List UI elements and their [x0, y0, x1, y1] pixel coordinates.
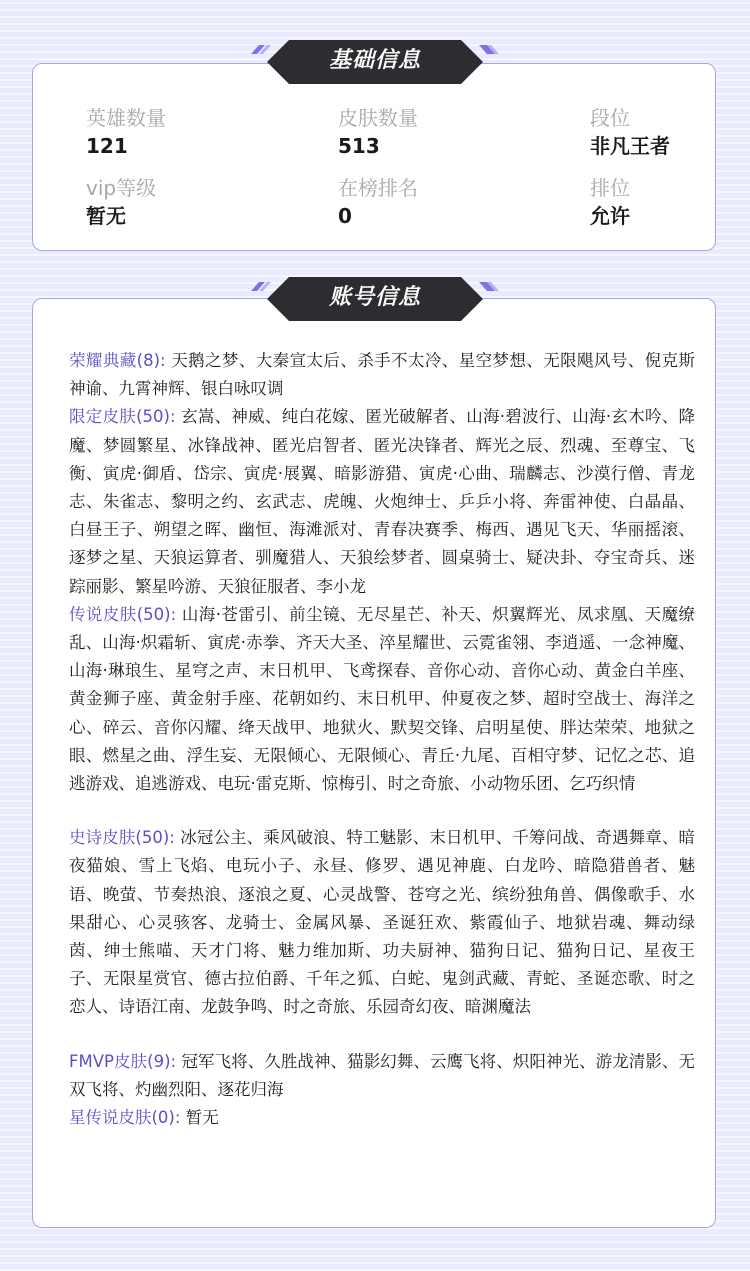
stat-label: 英雄数量: [86, 106, 166, 130]
stat-label: 排位: [590, 176, 630, 200]
skin-category-star-legend: [69, 1104, 695, 1132]
skin-category-items: 冰冠公主、乘风破浪、特工魅影、末日机甲、千筹问战、奇遇舞章、暗夜猫娘、雪上飞焰、电玩小子、永昼、修罗、遇见神鹿、白龙吟、暗隐猎兽者、魅语、晚萤、节奏热浪、逐浪之夏、心灵战警、苍穹之光、缤纷独角兽、偶像歌手、水果甜心、心灵骇客、龙骑士、金属风暴、圣诞狂欢、紫霞仙子、地狱岩魂、舞动绿茵、绅士熊喵、天才门将、魅力维加斯、功夫厨神、猫狗日记、猫狗日记、星夜王子、无限星赏官、德古拉伯爵、千年之狐、白蛇、鬼剑武藏、青蛇、圣诞恋歌、时之恋人、诗语江南、龙鼓争鸣、时之奇旅、乐园奇幻夜、暗渊魔法: [69, 828, 696, 1017]
skin-category-label: 荣耀典藏(8):: [69, 351, 166, 370]
stats-grid: [86, 104, 706, 230]
skin-category-label: FMVP皮肤(9):: [69, 1051, 177, 1071]
basic-info-card: [32, 63, 716, 251]
skin-category-label: 史诗皮肤(50):: [69, 828, 175, 848]
stat-leaderboard-rank: [338, 174, 590, 230]
skin-category-glory-collection: [69, 347, 695, 403]
section-title-basic: [245, 38, 505, 86]
stat-ranked-allowed: [590, 174, 706, 230]
skin-category-items: 冠军飞将、久胜战神、猫影幻舞、云鹰飞将、炽阳神光、游龙清影、无双飞将、灼幽烈阳、逐花归海: [69, 1051, 696, 1099]
skin-category-limited: [69, 403, 695, 600]
skin-category-items: 山海·苍雷引、前尘镜、无尽星芒、补天、炽翼辉光、凤求凰、天魔缭乱、山海·炽霜斩、寅虎·赤拳、齐天大圣、淬星耀世、云霓雀翎、李逍遥、一念神魔、山海·琳琅生、星穹之声、末日机甲、飞鸢探春、音你心动、音你心动、黄金白羊座、黄金狮子座、黄金射手座、花朝如约、末日机甲、仲夏夜之梦、超时空战士、海洋之心、碎云、音你闪耀、绛天战甲、地狱火、默契交锋、启明星使、胖达荣荣、地狱之眼、燃星之曲、浮生妄、无限倾心、无限倾心、青丘·九尾、百相守梦、记忆之芯、追逃游戏、追逃游戏、电玩·雷克斯、惊梅引、时之奇旅、小动物乐团、乞巧织情: [69, 604, 695, 794]
skin-category-legendary: [69, 601, 695, 798]
stat-value: 0: [338, 204, 352, 228]
section-title-text: 账号信息: [328, 285, 421, 310]
stat-hero-count: [86, 104, 338, 160]
section-title-text: 基础信息: [328, 48, 421, 73]
stat-label: 在榜排名: [338, 176, 418, 200]
stat-rank-tier: [590, 104, 706, 160]
skin-category-label: 传说皮肤(50):: [69, 604, 177, 624]
stat-value: 513: [338, 134, 380, 158]
stat-vip-level: [86, 174, 338, 230]
section-title-account: [245, 275, 505, 323]
skin-category-items: 暂无: [185, 1108, 219, 1128]
stat-label: vip等级: [86, 176, 157, 200]
skin-category-fmvp: [69, 1048, 695, 1104]
stat-value: 允许: [590, 204, 630, 228]
skin-category-label: 限定皮肤(50):: [69, 407, 176, 427]
stat-value: 暂无: [86, 204, 126, 228]
skin-category-epic: [69, 824, 695, 1021]
skin-list: [69, 347, 695, 1132]
account-info-card: [32, 298, 716, 1228]
stat-label: 段位: [590, 106, 630, 130]
stat-value: 121: [86, 134, 128, 158]
skin-category-label: 星传说皮肤(0):: [69, 1108, 181, 1128]
skin-category-items: 天鹅之梦、大秦宣太后、杀手不太冷、星空梦想、无限飓风号、倪克斯神谕、九霄神辉、银白咏叹调: [69, 351, 696, 399]
skin-category-items: 玄嵩、神威、纯白花嫁、匿光破解者、山海·碧波行、山海·玄木吟、降魔、梦圆繁星、冰锋战神、匿光启智者、匿光决锋者、辉光之辰、烈魂、至尊宝、飞衡、寅虎·御盾、岱宗、寅虎·展翼、暗影游猎、寅虎·心曲、瑞麟志、沙漠行僧、青龙志、朱雀志、黎明之约、玄武志、虎魄、火炮绅士、乒乒小将、奔雷神使、白晶晶、白昼王子、朔望之晖、幽恒、海滩派对、青春决赛季、梅西、遇见飞天、华丽摇滚、逐梦之星、天狼运算者、驯魔猎人、天狼绘梦者、圆桌骑士、疑决卦、夺宝奇兵、迷踪丽影、繁星吟游、天狼征服者、李小龙: [69, 407, 696, 596]
stat-skin-count: [338, 104, 590, 160]
stat-value: 非凡王者: [590, 134, 670, 158]
stat-label: 皮肤数量: [338, 106, 418, 130]
